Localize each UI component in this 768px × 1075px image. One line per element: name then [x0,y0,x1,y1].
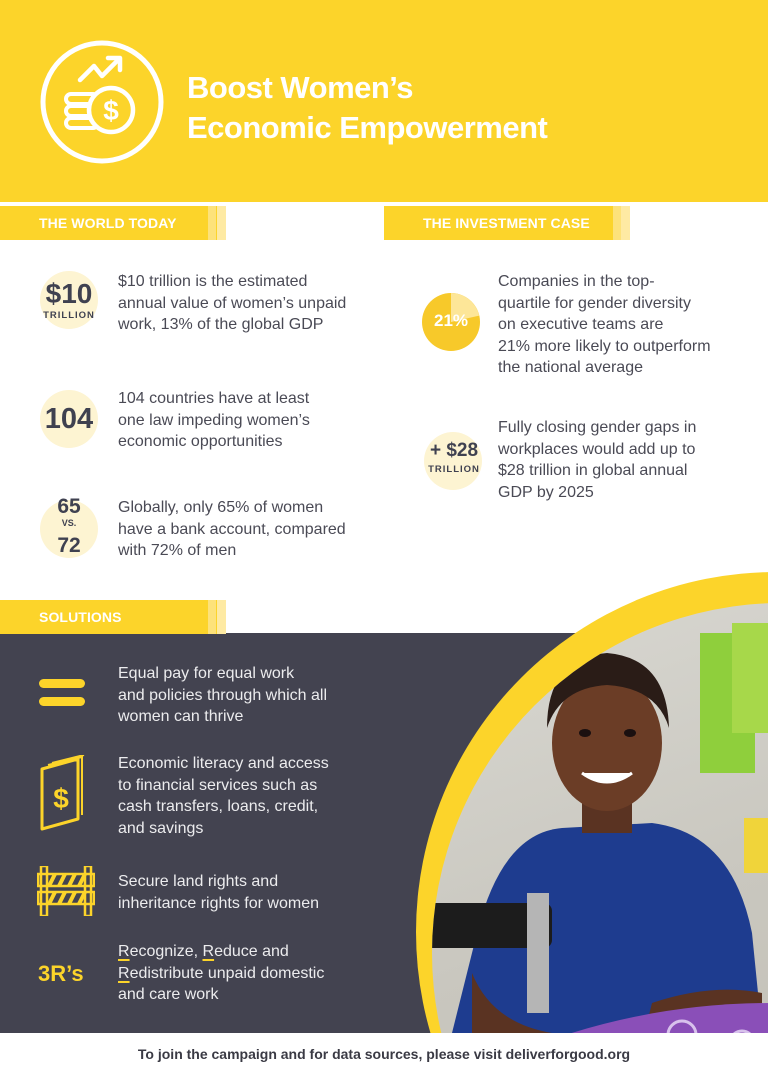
stat-unit: TRILLION [43,310,95,321]
stat-value: 21% [433,311,469,330]
section-label: SOLUTIONS [39,609,122,625]
decorative-stripe [217,600,226,634]
finance-book-icon [38,755,88,835]
section-header-solutions [0,600,226,634]
stat-value: + $28 [429,440,479,461]
stat-value: 104 [44,403,94,435]
stat-value: $10 [45,278,93,309]
stat-value-men: 72 [57,534,81,557]
footer-text: To join the campaign and for data sources, please visit deliverforgood.org [0,1033,768,1075]
photo-woman-sewing [432,603,768,1033]
svg-text:$: $ [53,783,69,814]
solution-text: Secure land rights and inheritance rights for women [118,873,319,912]
solution-text: Equal pay for equal work and policies through which all women can thrive [118,665,328,725]
title-line-2: Economic Empowerment [187,110,548,145]
section-label: THE WORLD TODAY [39,215,177,231]
stat-description: Companies in the top- quartile for gender diversity on executive teams are 21% more likely to outperform the national average [498,273,711,376]
photo-illustration [432,603,768,1033]
stat-value-women: 65 [57,495,81,518]
barrier-icon [37,866,95,916]
stat-vs: VS. [61,518,77,528]
stat-description: $10 trillion is the estimated annual value of women’s unpaid work, 13% of the global GDP [118,273,347,333]
stat-description: 104 countries have at least one law impeding women’s economic opportunities [118,390,310,450]
three-rs-label: 3R’s [38,961,84,986]
solution-text: Economic literacy and access to financial services such as cash transfers, loans, credit, and savings [118,755,329,837]
decorative-stripe [208,600,216,634]
solution-text: Recognize, Reduce and Redistribute unpaid domestic and care work [118,943,325,1003]
equals-icon [39,679,85,709]
stat-unit: TRILLION [428,464,480,475]
svg-text:$: $ [103,95,119,126]
stat-description: Fully closing gender gaps in workplaces would add up to $28 trillion in global annual GDP by 2025 [498,419,697,501]
title-line-1: Boost Women’s [187,70,414,105]
stat-description: Globally, only 65% of women have a bank account, compared with 72% of men [118,499,346,559]
section-label: THE INVESTMENT CASE [423,215,590,231]
